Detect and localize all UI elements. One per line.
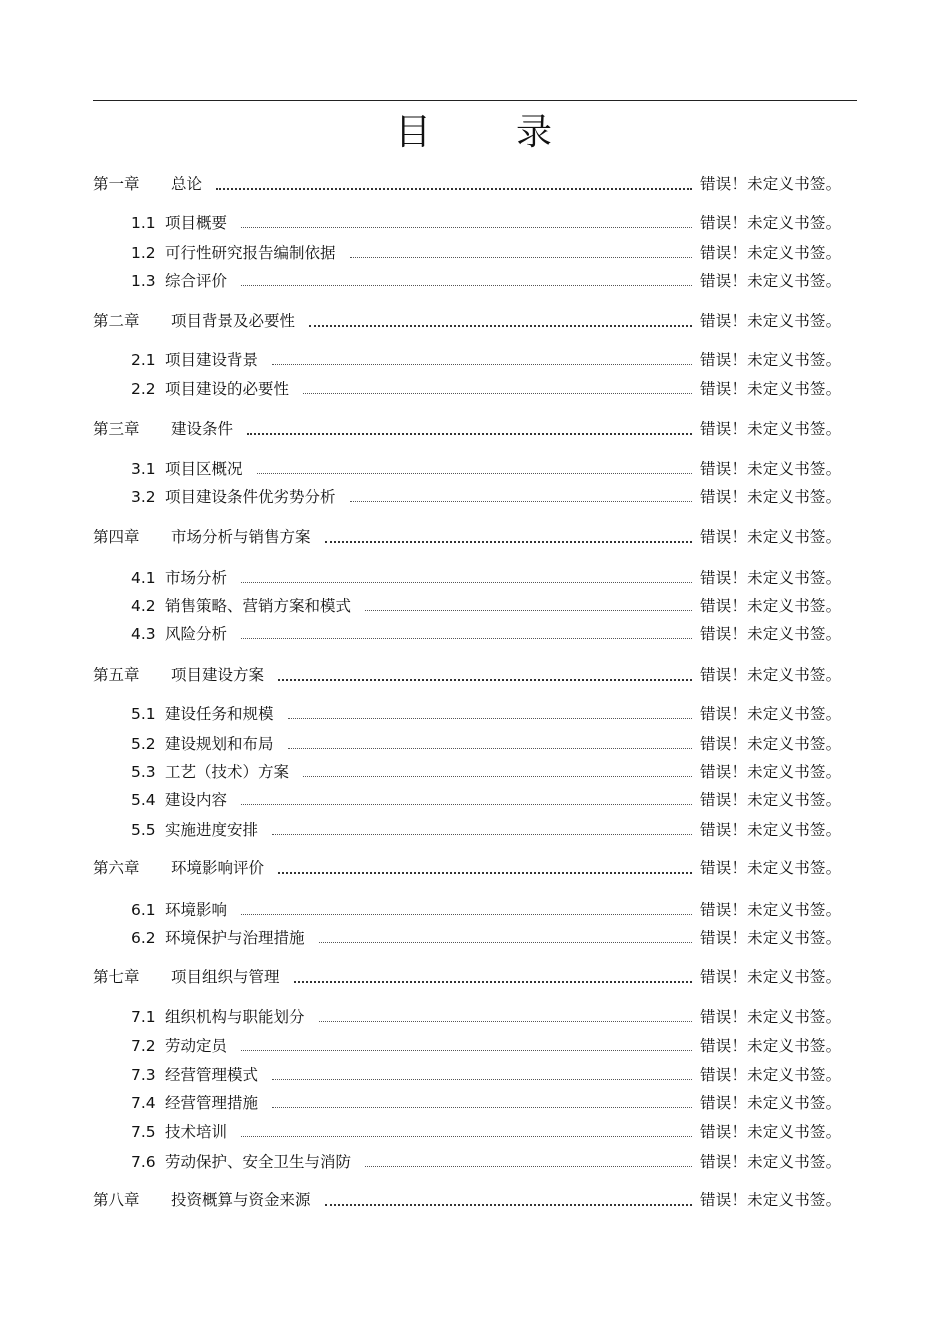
toc-entry-number: 5.1 [131,705,156,723]
toc-entry-number: 5.5 [131,821,156,839]
toc-chapter-entry[interactable] [93,664,264,686]
toc-entry-number: 第三章 [93,420,140,438]
toc-entry-number: 5.4 [131,791,156,809]
toc-page-reference: 错误！未定义书签。 [700,1008,842,1026]
toc-entry-label: 建设任务和规模 [165,705,274,723]
toc-leader-dots [319,942,692,943]
toc-leader-dots [241,582,692,583]
toc-entry-number: 第二章 [93,312,140,330]
toc-page-reference: 错误！未定义书签。 [700,488,842,506]
toc-entry-number: 6.1 [131,901,156,919]
toc-entry-number: 2.2 [131,380,156,398]
toc-leader-dots [216,188,692,190]
toc-entry-number: 第八章 [93,1191,140,1209]
toc-leader-dots [272,1079,692,1080]
toc-leader-dots [325,541,692,543]
toc-entry-label: 工艺（技术）方案 [165,763,290,781]
toc-section-entry[interactable] [131,761,289,783]
toc-leader-dots [241,1050,692,1051]
toc-leader-dots [288,718,692,719]
toc-leader-dots [272,1107,692,1108]
toc-entry-label: 综合评价 [165,272,228,290]
toc-entry-label: 组织机构与职能划分 [165,1008,305,1026]
toc-leader-dots [241,285,692,286]
toc-section-entry[interactable] [131,378,289,400]
toc-entry-number: 2.1 [131,351,156,369]
toc-entry-label: 项目建设方案 [171,666,265,684]
toc-page-reference: 错误！未定义书签。 [700,272,842,290]
toc-entry-label: 经营管理措施 [165,1094,259,1112]
toc-leader-dots [325,1204,692,1206]
toc-section-entry[interactable] [131,1035,227,1057]
toc-leader-dots [272,364,692,365]
toc-page-reference: 错误！未定义书签。 [700,763,842,781]
toc-entry-number: 5.2 [131,735,156,753]
toc-leader-dots [241,1136,692,1137]
toc-section-entry[interactable] [131,595,351,617]
toc-page-reference: 错误！未定义书签。 [700,666,842,684]
toc-section-entry[interactable] [131,1092,258,1114]
toc-title-char-1: 目 [395,112,432,153]
toc-section-entry[interactable] [131,789,227,811]
toc-section-entry[interactable] [131,819,258,841]
toc-page-reference: 错误！未定义书签。 [700,1123,842,1141]
toc-leader-dots [309,325,692,327]
toc-page-reference: 错误！未定义书签。 [700,351,842,369]
toc-section-entry[interactable] [131,733,274,755]
toc-entry-label: 环境影响 [165,901,228,919]
toc-section-entry[interactable] [131,1064,258,1086]
toc-section-entry[interactable] [131,1006,305,1028]
toc-entry-label: 劳动定员 [165,1037,228,1055]
toc-title-char-2: 录 [516,112,553,153]
toc-page-reference: 错误！未定义书签。 [700,1066,842,1084]
toc-chapter-entry[interactable] [93,966,280,988]
toc-entry-label: 劳动保护、安全卫生与消防 [165,1153,352,1171]
toc-page-reference: 错误！未定义书签。 [700,569,842,587]
toc-page-reference: 错误！未定义书签。 [700,597,842,615]
toc-entry-number: 第一章 [93,175,140,193]
toc-entry-label: 项目区概况 [165,460,243,478]
toc-page-reference: 错误！未定义书签。 [700,1037,842,1055]
toc-entry-number: 第六章 [93,859,140,877]
toc-entry-label: 环境影响评价 [171,859,265,877]
toc-entry-label: 市场分析 [165,569,228,587]
toc-leader-dots [241,914,692,915]
toc-entry-number: 3.1 [131,460,156,478]
toc-entry-number: 第五章 [93,666,140,684]
toc-entry-number: 3.2 [131,488,156,506]
toc-chapter-entry[interactable] [93,857,264,879]
toc-entry-number: 7.2 [131,1037,156,1055]
toc-leader-dots [350,257,692,258]
toc-leader-dots [365,1166,692,1167]
toc-chapter-entry[interactable] [93,418,233,440]
toc-section-entry[interactable] [131,703,274,725]
toc-leader-dots [247,433,692,435]
toc-entry-label: 市场分析与销售方案 [171,528,311,546]
toc-entry-number: 1.2 [131,244,156,262]
toc-entry-number: 1.3 [131,272,156,290]
toc-entry-number: 7.1 [131,1008,156,1026]
toc-entry-number: 7.6 [131,1153,156,1171]
toc-chapter-entry[interactable] [93,1189,311,1211]
toc-section-entry[interactable] [131,567,227,589]
toc-page-reference: 错误！未定义书签。 [700,380,842,398]
toc-entry-number: 4.2 [131,597,156,615]
toc-page-reference: 错误！未定义书签。 [700,528,842,546]
toc-entry-label: 项目建设背景 [165,351,259,369]
toc-section-entry[interactable] [131,927,305,949]
toc-page-reference: 错误！未定义书签。 [700,312,842,330]
toc-entry-label: 技术培训 [165,1123,228,1141]
toc-entry-label: 项目概要 [165,214,228,232]
toc-entry-label: 总论 [171,175,203,193]
toc-leader-dots [241,804,692,805]
toc-chapter-entry[interactable] [93,173,202,195]
toc-section-entry[interactable] [131,1121,227,1143]
toc-page-reference: 错误！未定义书签。 [700,214,842,232]
toc-entry-number: 1.1 [131,214,156,232]
toc-entry-number: 4.3 [131,625,156,643]
toc-section-entry[interactable] [131,623,227,645]
toc-entry-label: 建设规划和布局 [165,735,274,753]
toc-page-reference: 错误！未定义书签。 [700,1094,842,1112]
toc-page-reference: 错误！未定义书签。 [700,859,842,877]
toc-entry-label: 可行性研究报告编制依据 [165,244,336,262]
toc-page-reference: 错误！未定义书签。 [700,968,842,986]
toc-entry-number: 第四章 [93,528,140,546]
toc-entry-number: 5.3 [131,763,156,781]
toc-page-reference: 错误！未定义书签。 [700,901,842,919]
toc-page-reference: 错误！未定义书签。 [700,460,842,478]
toc-chapter-entry[interactable] [93,310,295,332]
toc-page-reference: 错误！未定义书签。 [700,420,842,438]
toc-section-entry[interactable] [131,349,258,371]
toc-leader-dots [257,473,692,474]
toc-entry-label: 项目建设条件优劣势分析 [165,488,336,506]
toc-entry-label: 项目背景及必要性 [171,312,296,330]
toc-entry-label: 风险分析 [165,625,228,643]
toc-page-reference: 错误！未定义书签。 [700,821,842,839]
toc-entry-number: 7.3 [131,1066,156,1084]
toc-section-entry[interactable] [131,1151,351,1173]
toc-leader-dots [350,501,692,502]
toc-page-reference: 错误！未定义书签。 [700,625,842,643]
toc-entry-number: 7.5 [131,1123,156,1141]
toc-entry-number: 6.2 [131,929,156,947]
toc-leader-dots [319,1021,692,1022]
toc-chapter-entry[interactable] [93,526,311,548]
toc-entry-label: 环境保护与治理措施 [165,929,305,947]
toc-page-reference: 错误！未定义书签。 [700,929,842,947]
toc-leader-dots [303,393,692,394]
toc-section-entry[interactable] [131,458,243,480]
toc-leader-dots [241,227,692,228]
toc-section-entry[interactable] [131,242,336,264]
toc-leader-dots [278,872,692,874]
toc-leader-dots [365,610,692,611]
toc-page-reference: 错误！未定义书签。 [700,735,842,753]
toc-page-reference: 错误！未定义书签。 [700,705,842,723]
toc-leader-dots [278,679,692,681]
toc-leader-dots [241,638,692,639]
toc-leader-dots [294,981,692,983]
toc-entry-label: 建设条件 [171,420,234,438]
toc-entry-label: 项目组织与管理 [171,968,280,986]
toc-entry-label: 销售策略、营销方案和模式 [165,597,352,615]
toc-page-reference: 错误！未定义书签。 [700,244,842,262]
toc-page-reference: 错误！未定义书签。 [700,175,842,193]
toc-entry-label: 投资概算与资金来源 [171,1191,311,1209]
toc-section-entry[interactable] [131,270,227,292]
toc-leader-dots [272,834,692,835]
toc-leader-dots [288,748,692,749]
toc-section-entry[interactable] [131,486,336,508]
toc-entry-number: 第七章 [93,968,140,986]
toc-entry-number: 4.1 [131,569,156,587]
toc-page-reference: 错误！未定义书签。 [700,791,842,809]
toc-section-entry[interactable] [131,212,227,234]
toc-entry-label: 经营管理模式 [165,1066,259,1084]
toc-section-entry[interactable] [131,899,227,921]
toc-page-reference: 错误！未定义书签。 [700,1191,842,1209]
toc-page-reference: 错误！未定义书签。 [700,1153,842,1171]
toc-entry-label: 建设内容 [165,791,228,809]
toc-leader-dots [303,776,692,777]
toc-entry-number: 7.4 [131,1094,156,1112]
toc-entry-label: 实施进度安排 [165,821,259,839]
toc-entry-label: 项目建设的必要性 [165,380,290,398]
